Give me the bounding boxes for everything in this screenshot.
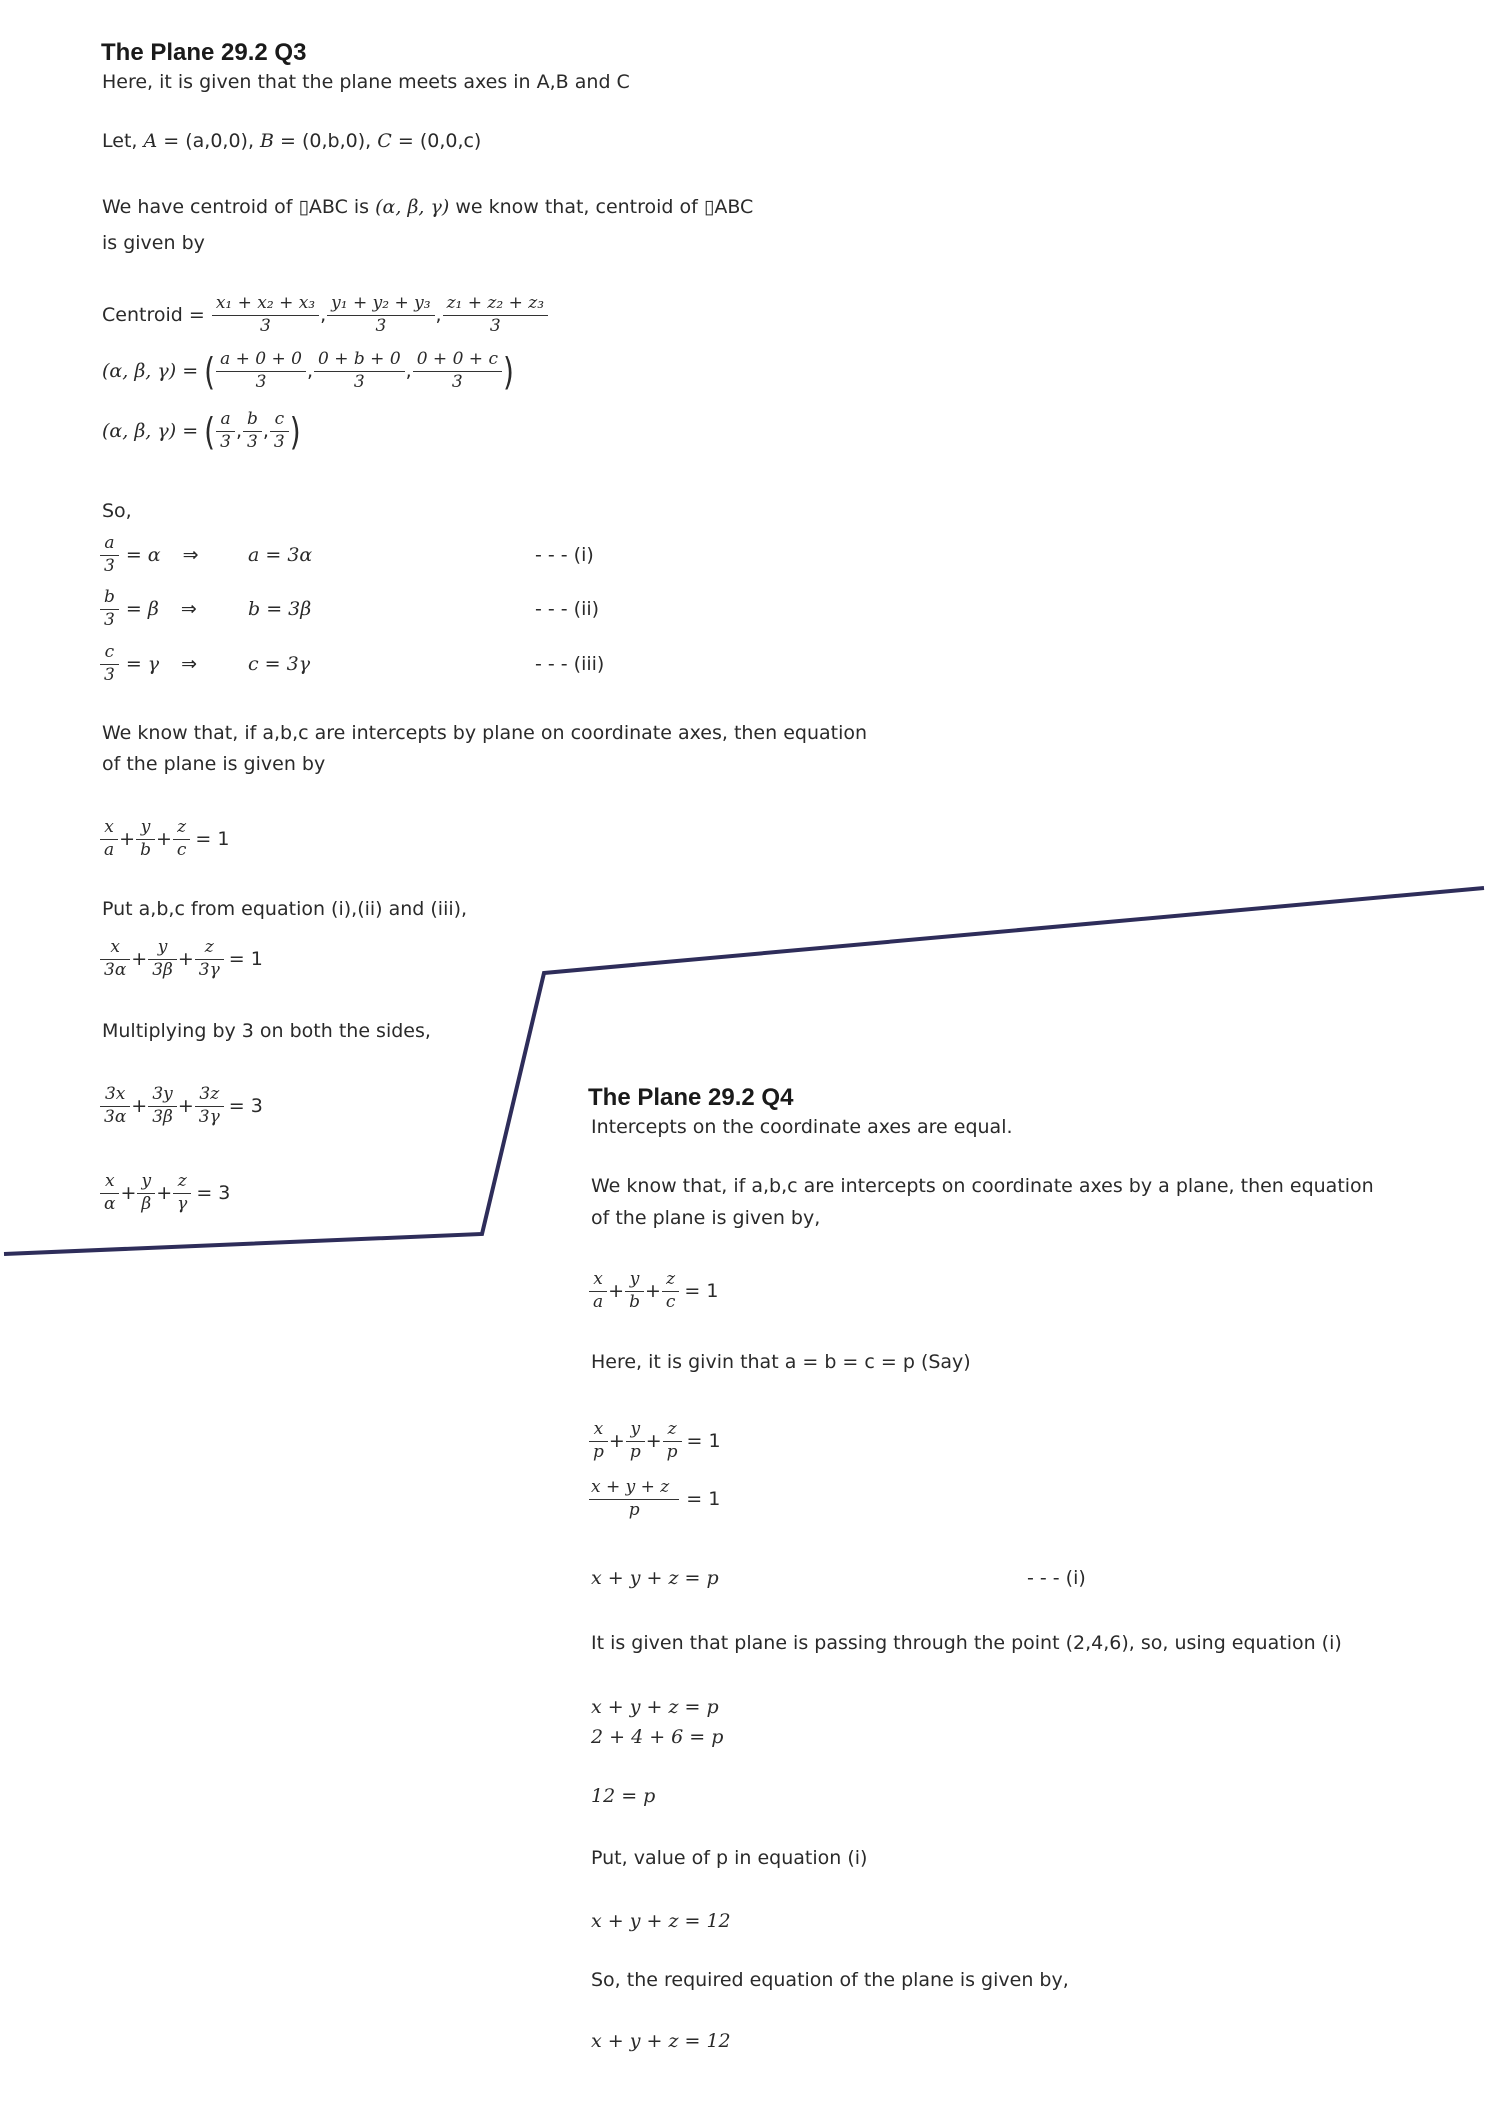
- num-3y: 3y: [152, 1084, 173, 1104]
- eq-rhs: = 3: [228, 1095, 263, 1118]
- num-x: x: [104, 1171, 115, 1191]
- q3-multiply-text: Multiplying by 3 on both the sides,: [102, 1020, 431, 1042]
- num-z: z: [204, 937, 214, 957]
- num-z: z: [177, 1171, 187, 1191]
- let-prefix: Let,: [102, 130, 138, 152]
- num-3z: 3z: [199, 1084, 220, 1104]
- q3-title: The Plane 29.2 Q3: [101, 39, 307, 66]
- num-x: x: [104, 817, 114, 837]
- formula-den: 3: [327, 315, 434, 337]
- eq1-num-3: 0 + 0 + c: [416, 349, 498, 369]
- den-a: a: [589, 1291, 607, 1313]
- case-num: b: [104, 587, 115, 607]
- eq2-den: 3: [270, 431, 289, 453]
- eq2-den: 3: [216, 431, 235, 453]
- q3-sub-eq: $\frac{x}{3\alpha}$ + $\frac{y}{3\beta}$ + $\frac{z}{3\gamma}$ = 1: [102, 938, 263, 980]
- q4-put-text: Put, value of p in equation (i): [591, 1847, 868, 1869]
- q4-step-3: 12 = p: [591, 1785, 656, 1807]
- eq2-num-c: c: [274, 409, 285, 429]
- num-x: x: [593, 1419, 604, 1439]
- num-sum: x + y + z: [591, 1477, 670, 1497]
- q4-title: The Plane 29.2 Q4: [588, 1084, 794, 1111]
- eq2-num-a: a: [220, 409, 231, 429]
- eq-rhs: = 1: [686, 1488, 721, 1511]
- centroid-text-2: we know that, centroid of ▯ABC: [455, 196, 754, 218]
- q4-p-eq: $\frac{x}{p}$ + $\frac{y}{p}$ + $\frac{z}{p}$ = 1: [591, 1420, 721, 1462]
- den-3gamma: 3γ: [195, 1106, 224, 1128]
- num-x: x: [593, 1269, 603, 1289]
- q4-given-text: Here, it is givin that a = b = c = p (Say): [591, 1351, 971, 1373]
- formula-num-x: x₁ + x₂ + x₃: [215, 293, 316, 313]
- q3-final-eq: $\frac{x}{\alpha}$ + $\frac{y}{\beta}$ + $\frac{z}{\gamma}$ = 3: [102, 1172, 230, 1214]
- case-num: c: [104, 642, 115, 662]
- eq-rhs: = 1: [228, 948, 263, 971]
- formula-num-z: z₁ + z₂ + z₃: [446, 293, 545, 313]
- label-C: C: [377, 130, 392, 152]
- num-y: y: [141, 1171, 152, 1191]
- eq1-den: 3: [314, 371, 405, 393]
- den-3alpha: 3α: [100, 1106, 130, 1128]
- den-3gamma: 3γ: [195, 959, 224, 981]
- q3-know-1: We know that, if a,b,c are intercepts by plane on coordinate axes, then equation: [102, 722, 868, 744]
- den-3beta: 3β: [148, 1106, 177, 1128]
- value-C: (0,0,c): [419, 130, 482, 152]
- implies-arrow: ⇒: [182, 544, 199, 567]
- den-gamma: γ: [173, 1193, 191, 1215]
- den-p: p: [626, 1441, 645, 1463]
- q3-let-line: Let, A = (a,0,0) , B = (0,b,0) , C = (0,0,c): [102, 130, 482, 152]
- centroid-eq-2: (α, β, γ) = ( $\frac{a}{3}$ , $\frac{b}{3}$ , $\frac{c}{3}$ ): [102, 408, 301, 454]
- q4-intro: Intercepts on the coordinate axes are equal.: [591, 1116, 1013, 1138]
- formula-num-y: y₁ + y₂ + y₃: [331, 293, 431, 313]
- den-p: p: [663, 1441, 682, 1463]
- centroid-label: Centroid =: [102, 304, 205, 327]
- formula-den: 3: [212, 315, 319, 337]
- q4-point-text: It is given that plane is passing through the point (2,4,6), so, using equation (i): [591, 1632, 1342, 1654]
- num-y: y: [630, 1419, 641, 1439]
- num-z: z: [666, 1269, 676, 1289]
- case-result-b: b = 3β: [248, 598, 312, 620]
- den-p: p: [589, 1499, 679, 1521]
- den-3beta: 3β: [148, 959, 177, 981]
- so-label: So,: [102, 500, 132, 522]
- case-row-b: [102, 588, 197, 630]
- centroid-formula: Centroid = $\frac{\text{x₁ + x₂ + x₃}}{3}$ , $\frac{\text{y₁ + y₂ + y₃}}{3}$ , $\frac{\text{z₁ + z₂ + z₃}}{3}$: [102, 294, 549, 336]
- den-3alpha: 3α: [100, 959, 130, 981]
- eq-rhs: = 3: [196, 1182, 231, 1205]
- q4-step-4: x + y + z = 12: [591, 1910, 731, 1932]
- eq1-den: 3: [216, 371, 306, 393]
- q3-intro: Here, it is given that the plane meets axes in A,B and C: [102, 71, 630, 93]
- q3-centroid-line: [102, 196, 753, 218]
- q3-mul-eq: $\frac{3x}{3\alpha}$ + $\frac{3y}{3\beta}$ + $\frac{3z}{3\gamma}$ = 3: [102, 1085, 263, 1127]
- q4-know-2: of the plane is given by,: [591, 1207, 821, 1229]
- q4-answer: x + y + z = 12: [591, 2030, 731, 2052]
- eq1-num-1: a + 0 + 0: [220, 349, 302, 369]
- q4-know-1: We know that, if a,b,c are intercepts on coordinate axes by a plane, then equation: [591, 1175, 1374, 1197]
- den-b: b: [625, 1291, 644, 1313]
- centroid-triple: (α, β, γ): [375, 196, 450, 218]
- num-y: y: [140, 817, 151, 837]
- den-b: b: [136, 839, 155, 861]
- den-a: a: [100, 839, 118, 861]
- case-rhs: = α: [125, 544, 161, 567]
- case-rhs: = γ: [125, 653, 160, 676]
- num-x: x: [110, 937, 120, 957]
- eq-rhs: = 1: [684, 1280, 719, 1303]
- centroid-text-1: We have centroid of ▯ABC is: [102, 196, 370, 218]
- q3-put-text: Put a,b,c from equation (i),(ii) and (iii),: [102, 898, 468, 920]
- eq-rhs: = 1: [686, 1430, 721, 1453]
- case-tag-iii: - - - (iii): [535, 653, 605, 675]
- case-result-a: a = 3α: [248, 544, 313, 566]
- q4-eq-i: x + y + z = p: [591, 1567, 719, 1589]
- case-tag-ii: - - - (ii): [535, 598, 600, 620]
- centroid-text-3: is given by: [102, 232, 205, 254]
- den-c: c: [662, 1291, 680, 1313]
- formula-den: 3: [443, 315, 548, 337]
- eq-rhs: = 1: [195, 828, 230, 851]
- case-den: 3: [100, 609, 119, 631]
- implies-arrow: ⇒: [181, 653, 198, 676]
- q4-intercept-eq: $\frac{x}{a}$ + $\frac{y}{b}$ + $\frac{z}{c}$ = 1: [591, 1270, 718, 1312]
- case-row-c: [102, 643, 197, 685]
- q3-know-2: of the plane is given by: [102, 753, 326, 775]
- num-y: y: [629, 1269, 640, 1289]
- eq1-den: 3: [413, 371, 502, 393]
- case-den: 3: [100, 555, 119, 577]
- den-p: p: [589, 1441, 608, 1463]
- q4-so-text: So, the required equation of the plane is given by,: [591, 1969, 1069, 1991]
- num-z: z: [177, 817, 187, 837]
- num-3x: 3x: [104, 1084, 126, 1104]
- case-row-a: [102, 534, 199, 576]
- den-c: c: [173, 839, 191, 861]
- case-tag-i: - - - (i): [535, 544, 594, 566]
- label-B: B: [260, 130, 275, 152]
- eq2-num-b: b: [246, 409, 258, 429]
- implies-arrow: ⇒: [180, 598, 197, 621]
- q4-step-1: x + y + z = p: [591, 1696, 719, 1718]
- q4-step-2: 2 + 4 + 6 = p: [591, 1726, 724, 1748]
- num-y: y: [157, 937, 168, 957]
- value-B: (0,b,0): [302, 130, 366, 152]
- case-rhs: = β: [125, 598, 159, 621]
- den-alpha: α: [100, 1193, 119, 1215]
- case-den: 3: [100, 664, 119, 686]
- eq1-num-2: 0 + b + 0: [318, 349, 401, 369]
- eq1-lhs: (α, β, γ) =: [102, 360, 199, 383]
- case-result-c: c = 3γ: [248, 653, 311, 675]
- eq2-lhs: (α, β, γ) =: [102, 420, 199, 443]
- case-num: a: [104, 533, 115, 553]
- den-beta: β: [137, 1193, 155, 1215]
- centroid-eq-1: (α, β, γ) = ( $\frac{a + 0 + 0}{3}$ , $\frac{0 + b + 0}{3}$ , $\frac{0 + 0 + c}{3}$ ): [102, 348, 514, 394]
- value-A: (a,0,0): [185, 130, 248, 152]
- q4-eq-i-tag: - - - (i): [1027, 1567, 1086, 1589]
- q3-intercept-eq: $\frac{x}{a}$ + $\frac{y}{b}$ + $\frac{z}{c}$ = 1: [102, 818, 229, 860]
- eq2-den: 3: [243, 431, 262, 453]
- num-z: z: [667, 1419, 677, 1439]
- label-A: A: [143, 130, 158, 152]
- q4-sum-eq: [591, 1478, 720, 1520]
